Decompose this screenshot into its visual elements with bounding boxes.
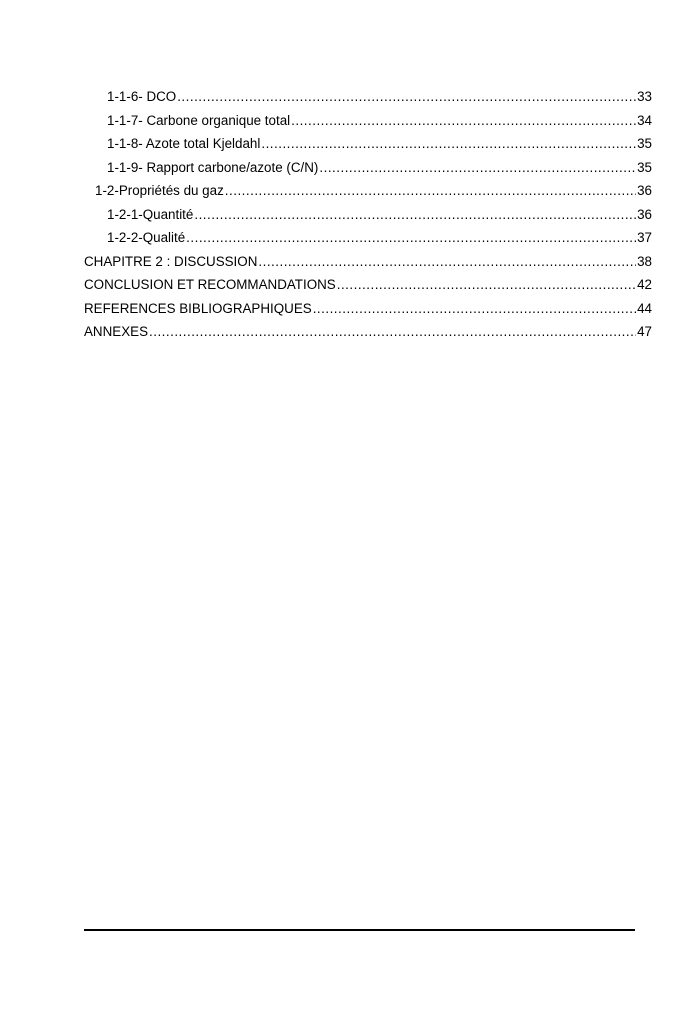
toc-dot-leader	[177, 85, 636, 109]
toc-entry-page: 37	[637, 230, 652, 245]
toc-entry[interactable]	[84, 179, 652, 203]
toc-entry-title: REFERENCES BIBLIOGRAPHIQUES	[84, 300, 312, 316]
toc-entry-title: CONCLUSION ET RECOMMANDATIONS	[84, 277, 336, 292]
toc-entry[interactable]	[84, 273, 652, 297]
toc-entry-page: 42	[637, 277, 652, 292]
toc-entry[interactable]	[84, 320, 652, 344]
toc-entry-title: 1-1-8- Azote total Kjeldahl	[107, 136, 261, 151]
toc-dot-leader	[313, 297, 636, 321]
toc-dot-leader	[186, 226, 636, 250]
table-of-contents	[84, 85, 652, 344]
toc-entry-title: ANNEXES	[84, 324, 148, 339]
toc-entry-page: 44	[637, 300, 652, 316]
toc-dot-leader	[319, 156, 636, 180]
toc-entry[interactable]	[84, 132, 652, 156]
toc-entry-title: 1-1-6- DCO	[107, 89, 177, 104]
toc-entry-page: 47	[637, 324, 652, 339]
toc-entry-title: 1-1-9- Rapport carbone/azote (C/N)	[107, 159, 319, 175]
toc-dot-leader	[149, 320, 636, 344]
toc-entry-title: 1-2-1-Quantité	[107, 206, 194, 222]
toc-dot-leader	[291, 109, 636, 133]
toc-entry-title: 1-2-Propriétés du gaz	[95, 183, 224, 198]
toc-entry[interactable]	[84, 203, 652, 227]
toc-entry-page: 36	[637, 206, 652, 222]
toc-entry[interactable]	[84, 156, 652, 180]
toc-entry-page: 36	[637, 183, 652, 198]
toc-dot-leader	[337, 273, 636, 297]
toc-entry-page: 38	[637, 253, 652, 269]
toc-entry-title: CHAPITRE 2 : DISCUSSION	[84, 253, 258, 269]
toc-entry-page: 35	[637, 136, 652, 151]
toc-dot-leader	[194, 203, 636, 227]
footer-divider	[84, 929, 635, 931]
toc-entry-page: 34	[637, 112, 652, 128]
toc-entry-page: 35	[637, 159, 652, 175]
toc-entry[interactable]	[84, 297, 652, 321]
toc-dot-leader	[258, 250, 636, 274]
toc-entry-title: 1-1-7- Carbone organique total	[107, 112, 291, 128]
toc-dot-leader	[261, 132, 636, 156]
toc-entry-page: 33	[637, 89, 652, 104]
toc-entry-title: 1-2-2-Qualité	[107, 230, 186, 245]
toc-entry[interactable]	[84, 85, 652, 109]
toc-dot-leader	[225, 179, 636, 203]
toc-entry[interactable]	[84, 226, 652, 250]
toc-entry[interactable]	[84, 250, 652, 274]
toc-entry[interactable]	[84, 109, 652, 133]
